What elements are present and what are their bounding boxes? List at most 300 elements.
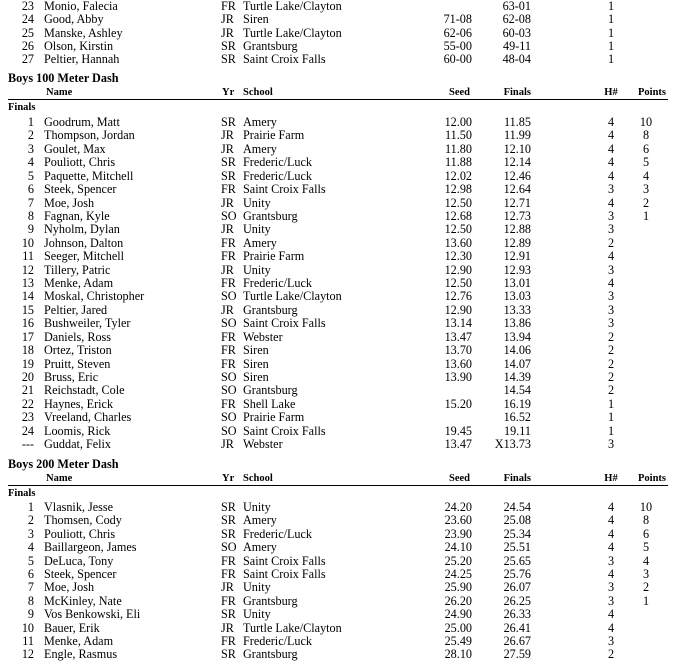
athlete-name: Moe, Josh: [44, 580, 95, 595]
school: Saint Croix Falls: [243, 52, 326, 67]
year: FR: [221, 553, 236, 568]
header-rule: [8, 99, 668, 100]
points: 8: [642, 128, 650, 143]
athlete-name: McKinley, Nate: [44, 593, 122, 608]
year: FR: [221, 235, 236, 250]
final-time: 14.39: [503, 369, 531, 384]
place: 19: [21, 356, 34, 371]
final-time: 25.51: [503, 540, 531, 555]
col-heat: H#: [604, 473, 618, 484]
place: 22: [21, 396, 34, 411]
year: SR: [221, 168, 236, 183]
year: SR: [221, 52, 236, 67]
athlete-name: Steek, Spencer: [44, 567, 117, 581]
seed-time: 13.60: [444, 356, 472, 371]
seed-time: 12.90: [444, 302, 472, 317]
year: JR: [221, 222, 234, 237]
final-time: 62-08: [502, 12, 531, 27]
heat-number: 3: [607, 634, 615, 648]
year: FR: [221, 356, 236, 371]
place: 27: [21, 52, 34, 67]
heat-number: 4: [607, 620, 615, 635]
athlete-name: Good, Abby: [44, 12, 104, 27]
seed-time: 12.50: [444, 195, 472, 210]
points: 2: [642, 580, 650, 595]
athlete-name: Peltier, Hannah: [44, 52, 120, 67]
school: Grantsburg: [243, 208, 298, 223]
final-time: 26.25: [503, 593, 531, 608]
table-row: [0, 27, 675, 40]
seed-time: 12.02: [444, 168, 472, 183]
school: Unity: [243, 195, 271, 210]
col-finals: Finals: [503, 473, 531, 484]
athlete-name: Steek, Spencer: [44, 182, 117, 197]
heat-number: 4: [607, 168, 615, 183]
athlete-name: Bauer, Erik: [44, 620, 100, 635]
heat-number: 3: [607, 182, 615, 197]
heat-number: 3: [607, 262, 615, 277]
school: Webster: [243, 329, 283, 344]
school: Grantsburg: [243, 38, 298, 53]
place: 9: [27, 222, 34, 237]
table-row: [0, 129, 675, 142]
final-time: 60-03: [502, 25, 531, 40]
seed-time: 24.10: [444, 540, 472, 555]
points: 2: [642, 195, 650, 210]
heat-number: 3: [607, 222, 615, 237]
seed-time: 25.20: [444, 553, 472, 568]
table-row: [0, 170, 675, 183]
final-time: 24.54: [503, 500, 531, 514]
year: JR: [221, 25, 234, 40]
athlete-name: Vlasnik, Jesse: [44, 500, 114, 514]
points: 10: [639, 115, 653, 129]
heat-number: 2: [607, 369, 615, 384]
year: JR: [221, 262, 234, 277]
table-row: [0, 40, 675, 53]
heat-number: 4: [607, 115, 615, 129]
heat-number: 3: [607, 208, 615, 223]
place: 2: [27, 128, 34, 143]
school: Unity: [243, 262, 271, 277]
final-time: 13.01: [503, 276, 531, 291]
final-time: 12.73: [503, 208, 531, 223]
points: 3: [642, 182, 650, 197]
final-time: 25.08: [503, 513, 531, 528]
heat-number: 3: [607, 553, 615, 568]
table-row: [0, 608, 675, 621]
col-yr: Yr: [222, 473, 235, 484]
points: 1: [642, 208, 650, 223]
heat-number: 4: [607, 500, 615, 514]
year: SO: [221, 316, 237, 331]
place: 9: [27, 607, 34, 622]
school: Siren: [243, 356, 269, 371]
place: 2: [27, 513, 34, 528]
col-seed: Seed: [449, 473, 470, 484]
place: 7: [27, 195, 34, 210]
boys-100-title: Boys 100 Meter Dash: [8, 71, 119, 85]
seed-time: 13.90: [444, 369, 472, 384]
school: Turtle Lake/Clayton: [243, 289, 342, 304]
seed-time: 12.68: [444, 208, 472, 223]
school: Amery: [243, 235, 277, 250]
heat-number: 4: [607, 513, 615, 528]
place: 8: [27, 593, 34, 608]
athlete-name: Thomsen, Cody: [44, 513, 122, 528]
school: Frederic/Luck: [243, 634, 313, 648]
year: FR: [221, 593, 236, 608]
table-row: [0, 635, 675, 648]
col-name: Name: [46, 87, 73, 98]
table-row: [0, 384, 675, 397]
table-row: [0, 528, 675, 541]
col-points: Points: [637, 473, 666, 484]
place: 5: [27, 553, 34, 568]
school: Turtle Lake/Clayton: [243, 620, 342, 635]
athlete-name: Ortez, Triston: [44, 343, 112, 358]
place: 6: [27, 567, 34, 581]
place: 16: [21, 316, 34, 331]
seed-time: 13.60: [444, 235, 472, 250]
table-row: [0, 290, 675, 303]
year: JR: [221, 141, 234, 156]
place: 4: [27, 540, 34, 555]
heat-number: 1: [607, 38, 615, 53]
points: 4: [642, 168, 650, 183]
final-time: 25.34: [503, 526, 531, 541]
seed-time: 24.25: [444, 567, 472, 581]
heat-number: 3: [607, 316, 615, 331]
school: Siren: [243, 12, 269, 27]
school: Prairie Farm: [243, 410, 305, 425]
final-time: 14.54: [503, 383, 531, 398]
table-row: [0, 541, 675, 554]
table-row: [0, 622, 675, 635]
seed-time: 11.80: [445, 141, 472, 156]
year: SR: [221, 115, 236, 129]
school: Prairie Farm: [243, 128, 305, 143]
seed-time: 12.30: [444, 249, 472, 264]
table-row: [0, 568, 675, 581]
athlete-name: Goodrum, Matt: [44, 115, 120, 129]
final-time: 14.06: [503, 343, 531, 358]
place: 14: [21, 289, 34, 304]
school: Saint Croix Falls: [243, 182, 326, 197]
year: SO: [221, 289, 237, 304]
seed-time: 12.50: [444, 222, 472, 237]
athlete-name: Daniels, Ross: [44, 329, 112, 344]
final-time: 13.03: [503, 289, 531, 304]
athlete-name: Moskal, Christopher: [44, 289, 145, 304]
seed-time: 12.98: [444, 182, 472, 197]
seed-time: 15.20: [444, 396, 472, 411]
final-time: 12.14: [503, 155, 531, 170]
place: 5: [27, 168, 34, 183]
place: 15: [21, 302, 34, 317]
heat-number: 4: [607, 249, 615, 264]
final-time: 26.07: [503, 580, 531, 595]
place: 20: [21, 369, 34, 384]
seed-time: 23.90: [444, 526, 472, 541]
final-time: 14.07: [503, 356, 531, 371]
place: 17: [21, 329, 34, 344]
table-row: [0, 581, 675, 594]
place: 4: [27, 155, 34, 170]
final-time: 48-04: [502, 52, 531, 67]
year: SR: [221, 526, 236, 541]
school: Saint Croix Falls: [243, 423, 326, 438]
year: JR: [221, 302, 234, 317]
place: 10: [21, 620, 34, 635]
place: 26: [21, 38, 34, 53]
school: Saint Croix Falls: [243, 553, 326, 568]
athlete-name: Paquette, Mitchell: [44, 168, 134, 183]
place: 25: [21, 25, 34, 40]
col-seed: Seed: [449, 87, 470, 98]
table-row: [0, 501, 675, 514]
table-row: [0, 514, 675, 527]
points: 5: [642, 155, 650, 170]
heat-number: 4: [607, 155, 615, 170]
col-name: Name: [46, 473, 73, 484]
points: 6: [642, 526, 650, 541]
final-time: 16.19: [503, 396, 531, 411]
athlete-name: Baillargeon, James: [44, 540, 137, 555]
seed-time: 12.90: [444, 262, 472, 277]
heat-number: 3: [607, 302, 615, 317]
table-row: [0, 595, 675, 608]
boys-100-column-header: [0, 87, 675, 99]
place: 1: [27, 500, 34, 514]
seed-time: 25.49: [444, 634, 472, 648]
school: Grantsburg: [243, 593, 298, 608]
heat-number: 1: [607, 0, 615, 13]
place: 10: [21, 235, 34, 250]
final-time: 12.93: [503, 262, 531, 277]
heat-number: 1: [607, 52, 615, 67]
place: 3: [27, 526, 34, 541]
athlete-name: Monio, Falecia: [44, 0, 118, 13]
school: Shell Lake: [243, 396, 296, 411]
year: SR: [221, 38, 236, 53]
final-time: 25.76: [503, 567, 531, 581]
year: JR: [221, 437, 234, 452]
heat-number: 4: [607, 567, 615, 581]
table-row: [0, 358, 675, 371]
final-time: 12.71: [503, 195, 531, 210]
year: SR: [221, 155, 236, 170]
seed-time: 24.20: [444, 500, 472, 514]
school: Prairie Farm: [243, 249, 305, 264]
seed-time: 60-00: [443, 52, 472, 67]
seed-time: 13.47: [444, 329, 472, 344]
col-school: School: [243, 473, 273, 484]
points: 10: [639, 500, 653, 514]
school: Saint Croix Falls: [243, 316, 326, 331]
heat-number: 3: [607, 289, 615, 304]
col-finals: Finals: [503, 87, 531, 98]
seed-time: 23.60: [444, 513, 472, 528]
seed-time: 19.45: [444, 423, 472, 438]
place: ---: [21, 437, 34, 452]
points: 5: [642, 540, 650, 555]
heat-number: 4: [607, 540, 615, 555]
athlete-name: Johnson, Dalton: [44, 235, 124, 250]
year: FR: [221, 329, 236, 344]
place: 23: [21, 0, 34, 13]
table-row: [0, 116, 675, 129]
athlete-name: Vos Benkowski, Eli: [44, 607, 141, 622]
school: Amery: [243, 141, 277, 156]
final-time: 12.46: [503, 168, 531, 183]
table-row: [0, 277, 675, 290]
table-row: [0, 143, 675, 156]
table-row: [0, 438, 675, 451]
final-time: 12.89: [503, 235, 531, 250]
athlete-name: Pruitt, Steven: [44, 356, 111, 371]
year: JR: [221, 580, 234, 595]
year: JR: [221, 12, 234, 27]
final-time: 11.99: [504, 128, 531, 143]
heat-number: 4: [607, 526, 615, 541]
seed-time: 28.10: [444, 647, 472, 662]
school: Unity: [243, 222, 271, 237]
school: Grantsburg: [243, 647, 298, 662]
final-time: 11.85: [504, 115, 531, 129]
boys-200-finals-label: Finals: [8, 488, 36, 499]
school: Amery: [243, 115, 277, 129]
place: 13: [21, 276, 34, 291]
year: FR: [221, 343, 236, 358]
place: 18: [21, 343, 34, 358]
heat-number: 1: [607, 396, 615, 411]
school: Amery: [243, 513, 277, 528]
year: FR: [221, 276, 236, 291]
seed-time: 24.90: [444, 607, 472, 622]
athlete-name: Pouliott, Chris: [44, 155, 116, 170]
year: SO: [221, 369, 237, 384]
final-time: 26.41: [503, 620, 531, 635]
year: FR: [221, 567, 236, 581]
heat-number: 3: [607, 580, 615, 595]
table-row: [0, 317, 675, 330]
year: SO: [221, 208, 237, 223]
points: 1: [642, 593, 650, 608]
school: Frederic/Luck: [243, 276, 313, 291]
seed-time: 11.50: [445, 128, 472, 143]
final-time: 13.94: [503, 329, 531, 344]
athlete-name: Bushweiler, Tyler: [44, 316, 131, 331]
school: Saint Croix Falls: [243, 567, 326, 581]
heat-number: 3: [607, 593, 615, 608]
heat-number: 2: [607, 235, 615, 250]
place: 6: [27, 182, 34, 197]
year: JR: [221, 195, 234, 210]
heat-number: 1: [607, 423, 615, 438]
school: Webster: [243, 437, 283, 452]
school: Turtle Lake/Clayton: [243, 25, 342, 40]
table-row: [0, 344, 675, 357]
table-row: [0, 0, 675, 13]
school: Unity: [243, 607, 271, 622]
table-row: [0, 411, 675, 424]
athlete-name: DeLuca, Tony: [44, 553, 114, 568]
athlete-name: Thompson, Jordan: [44, 128, 135, 143]
final-time: 27.59: [503, 647, 531, 662]
athlete-name: Nyholm, Dylan: [44, 222, 120, 237]
school: Grantsburg: [243, 383, 298, 398]
year: FR: [221, 396, 236, 411]
athlete-name: Loomis, Rick: [44, 423, 111, 438]
place: 24: [21, 12, 34, 27]
final-time: 25.65: [503, 553, 531, 568]
heat-number: 2: [607, 356, 615, 371]
points: 8: [642, 513, 650, 528]
athlete-name: Tillery, Patric: [44, 262, 111, 277]
col-heat: H#: [604, 87, 618, 98]
table-row: [0, 210, 675, 223]
table-row: [0, 648, 675, 661]
year: SR: [221, 500, 236, 514]
place: 24: [21, 423, 34, 438]
school: Turtle Lake/Clayton: [243, 0, 342, 13]
place: 12: [21, 262, 34, 277]
boys-100-finals-label: Finals: [8, 102, 36, 113]
col-yr: Yr: [222, 87, 235, 98]
table-row: [0, 371, 675, 384]
athlete-name: Goulet, Max: [44, 141, 106, 156]
table-row: [0, 223, 675, 236]
heat-number: 2: [607, 343, 615, 358]
final-time: 26.33: [503, 607, 531, 622]
col-points: Points: [637, 87, 666, 98]
athlete-name: Menke, Adam: [44, 276, 114, 291]
heat-number: 4: [607, 607, 615, 622]
table-row: [0, 183, 675, 196]
table-row: [0, 197, 675, 210]
boys-200-title: Boys 200 Meter Dash: [8, 457, 119, 471]
place: 21: [21, 383, 34, 398]
athlete-name: Manske, Ashley: [44, 25, 123, 40]
athlete-name: Reichstadt, Cole: [44, 383, 125, 398]
final-time: 19.11: [504, 423, 531, 438]
year: FR: [221, 0, 236, 13]
heat-number: 2: [607, 329, 615, 344]
heat-number: 4: [607, 276, 615, 291]
final-time: 12.88: [503, 222, 531, 237]
table-row: [0, 237, 675, 250]
school: Frederic/Luck: [243, 155, 313, 170]
final-time: X13.73: [494, 437, 531, 452]
place: 12: [21, 647, 34, 662]
points: 6: [642, 141, 650, 156]
place: 11: [22, 634, 34, 648]
school: Unity: [243, 500, 271, 514]
year: SO: [221, 423, 237, 438]
seed-time: 26.20: [444, 593, 472, 608]
table-row: [0, 331, 675, 344]
boys-200-column-header: [0, 473, 675, 485]
athlete-name: Moe, Josh: [44, 195, 95, 210]
school: Unity: [243, 580, 271, 595]
athlete-name: Olson, Kirstin: [44, 38, 114, 53]
heat-number: 2: [607, 383, 615, 398]
heat-number: 1: [607, 410, 615, 425]
table-row: [0, 555, 675, 568]
col-school: School: [243, 87, 273, 98]
school: Siren: [243, 343, 269, 358]
